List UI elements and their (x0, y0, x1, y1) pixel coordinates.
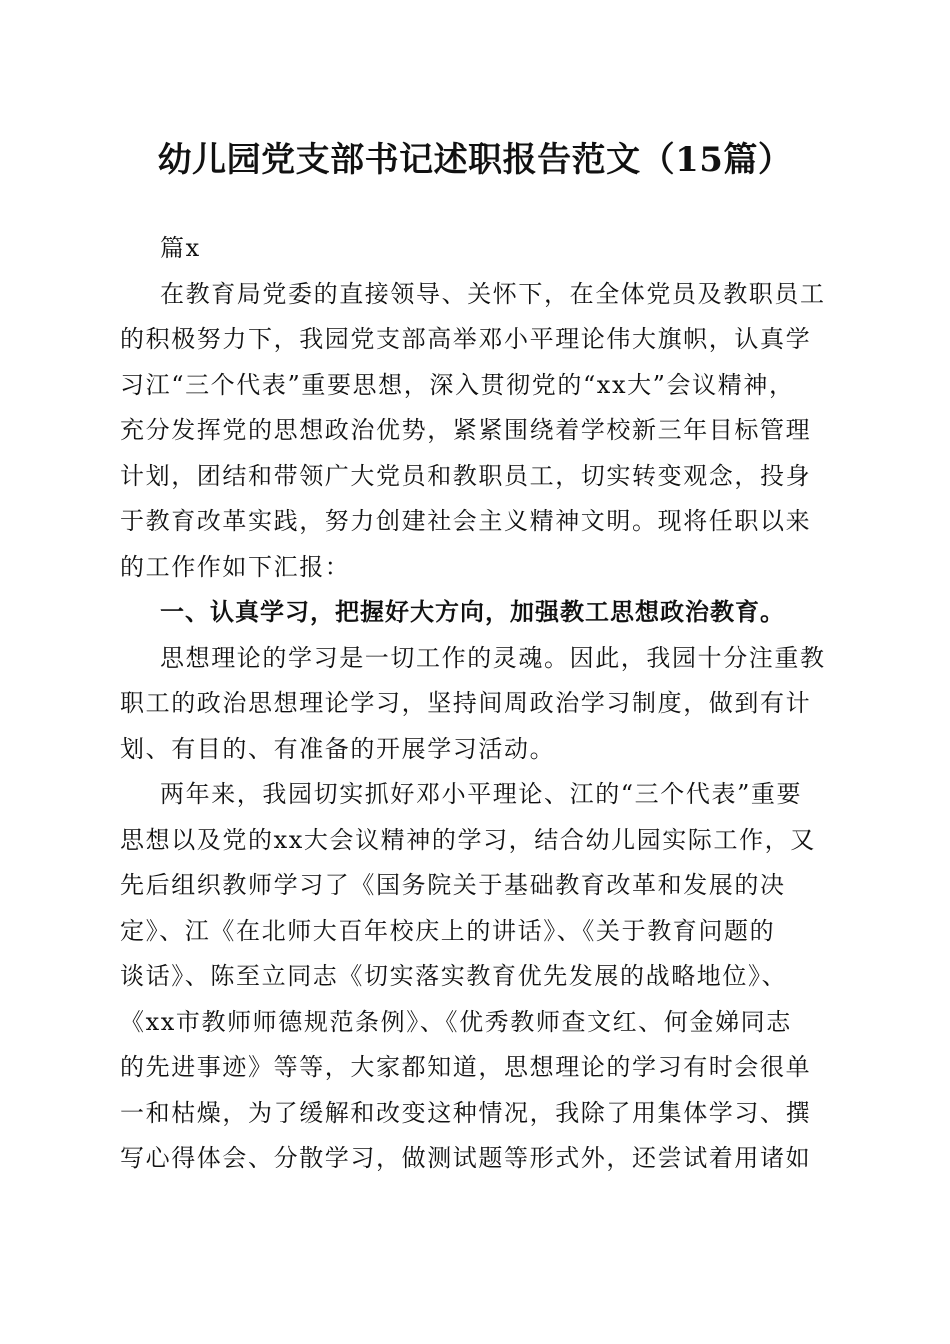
paragraph-line: 思想理论的学习是一切工作的灵魂。因此，我园十分注重教 (160, 643, 826, 672)
paragraph-line: 的先进事迹》等等，大家都知道，思想理论的学习有时会很单 (120, 1053, 812, 1081)
paragraph-line: 思想以及党的xx大会议精神的学习，结合幼儿园实际工作，又 (120, 825, 816, 854)
section-heading: 一、认真学习，把握好大方向，加强教工思想政治教育。 (160, 598, 785, 626)
document-title: 幼儿园党支部书记述职报告范文（15篇） (157, 140, 793, 180)
paragraph-line: 的工作作如下汇报： (120, 552, 351, 581)
paragraph-line: 计划，团结和带领广大党员和教职员工，切实转变观念，投身 (120, 461, 812, 490)
paragraph-line: 习江“三个代表”重要思想，深入贯彻党的“xx大”会议精神， (120, 370, 795, 399)
paragraph-line: 定》、江《在北师大百年校庆上的讲话》、《关于教育问题的 (120, 916, 776, 945)
paragraph-line: 的积极努力下，我园党支部高举邓小平理论伟大旗帜，认真学 (120, 325, 812, 353)
paragraph-line: 两年来，我园切实抓好邓小平理论、江的“三个代表”重要 (160, 780, 803, 808)
paragraph-line: 一和枯燥，为了缓解和改变这种情况，我除了用集体学习、撰 (120, 1098, 812, 1127)
paragraph-line: 写心得体会、分散学习，做测试题等形式外，还尝试着用诸如 (120, 1144, 812, 1172)
paragraph-line: 在教育局党委的直接领导、关怀下，在全体党员及教职员工 (160, 279, 826, 308)
section-label: 篇x (160, 234, 201, 262)
paragraph-line: 于教育改革实践，努力创建社会主义精神文明。现将任职以来 (120, 507, 812, 535)
paragraph-line: 谈话》、陈至立同志《切实落实教育优先发展的战略地位》、 (120, 962, 788, 990)
document-body (120, 226, 832, 1182)
paragraph-line: 《xx市教师师德规范条例》、《优秀教师查文红、何金娣同志 (120, 1007, 792, 1036)
paragraph-line: 先后组织教师学习了《国务院关于基础教育改革和发展的决 (120, 871, 786, 899)
paragraph-line: 划、有目的、有准备的开展学习活动。 (120, 734, 556, 763)
paragraph-line: 职工的政治思想理论学习，坚持间周政治学习制度，做到有计 (120, 689, 812, 717)
paragraph-line: 充分发挥党的思想政治优势，紧紧围绕着学校新三年目标管理 (120, 416, 812, 444)
